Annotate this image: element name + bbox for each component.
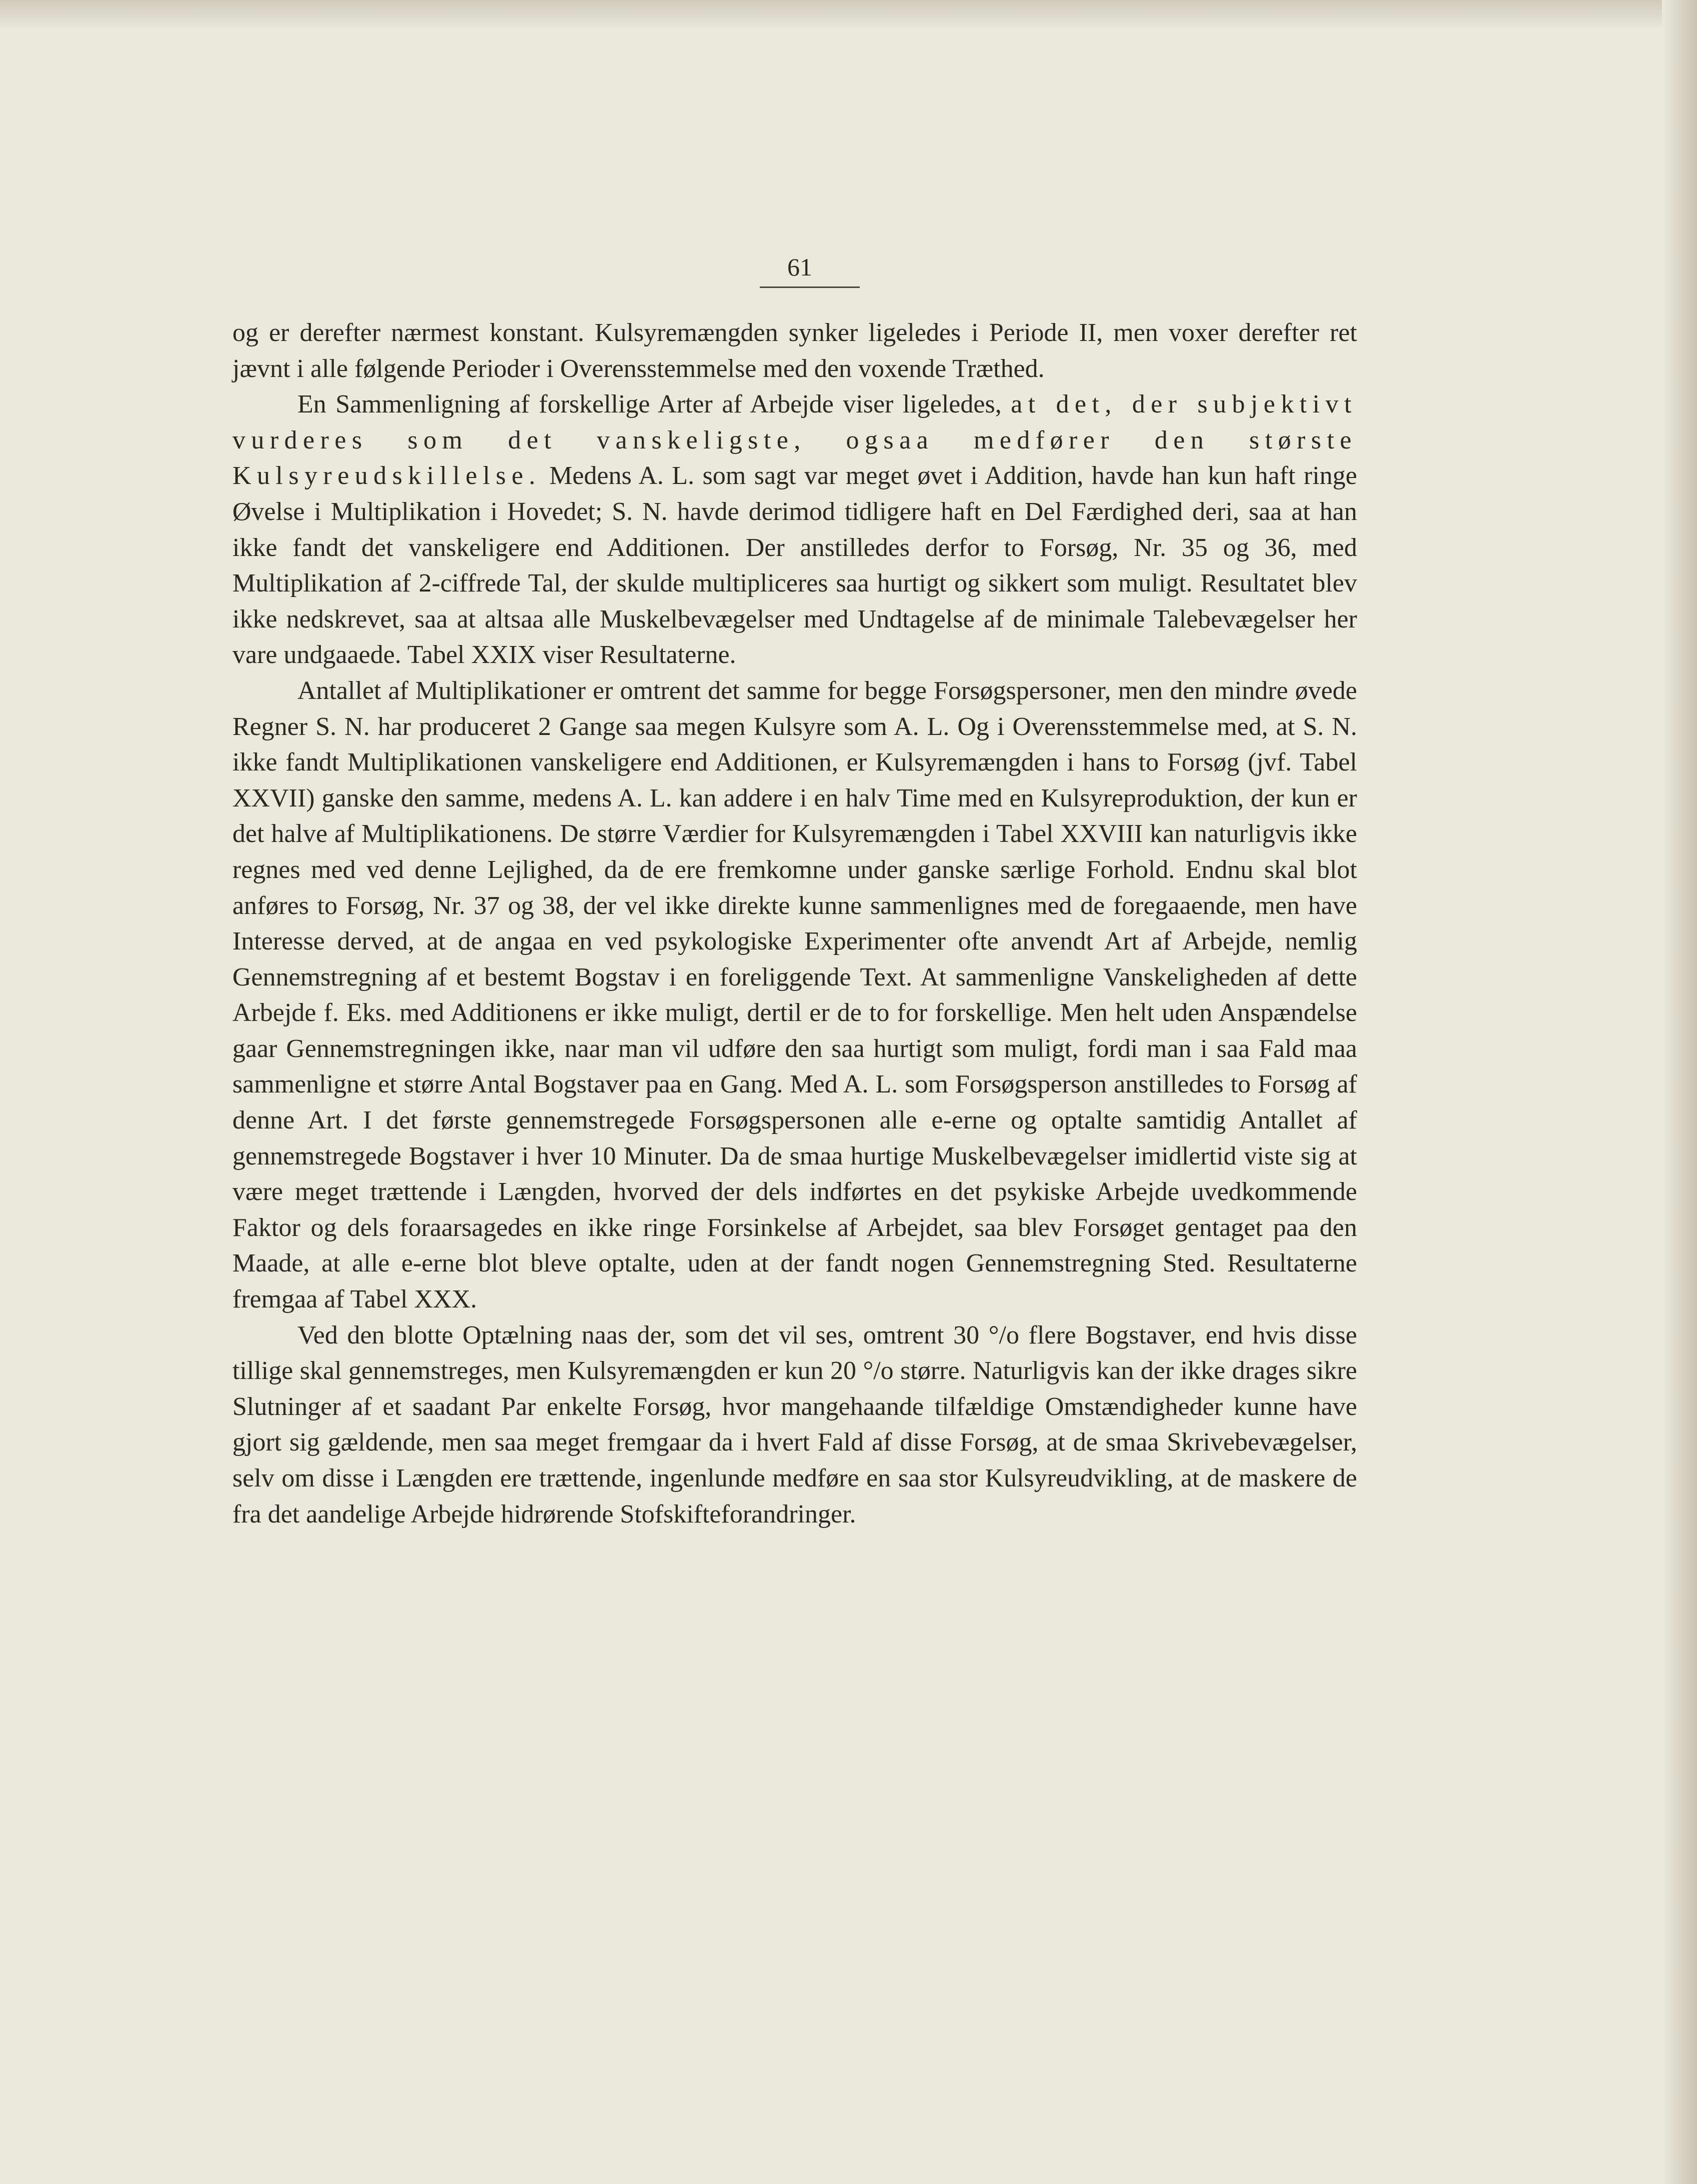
page-top-edge [0,0,1697,30]
paragraph-2-end: Medens A. L. som sagt var meget øvet i Addition, havde han kun haft ringe Øvelse i Multiplikation i Hovedet; S. N. havde derimod tidligere haft en Del Færdighed deri, saa at han ikke fandt det vanskeligere end Additionen. Der anstilledes derfor to Forsøg, Nr. 35 og 36, med Multiplikation af 2-ciffrede Tal, der skulde multipliceres saa hurtigt og sikkert som muligt. Resultatet blev ikke nedskrevet, saa at altsaa alle Muskelbevægelser med Undtagelse af de minimale Talebevægelser her vare undgaaede. Tabel XXIX viser Resultaterne. [232,462,1357,670]
paragraph-2-spaced-emphasis: at det, der subjektivt vurderes som det vanskeligste, ogsaa medfører den største Kulsyreudskillelse. [232,390,1357,490]
paragraph-2 [232,386,1357,673]
paragraph-2-start: En Sammenligning af forskellige Arter af Arbejde viser ligeledes, [297,390,1011,419]
page-number-rule [760,286,860,288]
body-text [232,315,1357,1532]
paragraph-4: Ved den blotte Optælning naas der, som det vil ses, omtrent 30 °/o flere Bogstaver, end hvis disse tillige skal gennemstreges, men Kulsyremængden er kun 20 °/o større. Naturligvis kan der ikke drages sikre Slutninger af et saadant Par enkelte Forsøg, hvor mangehaande tilfældige Omstændigheder kunne have gjort sig gældende, men saa meget fremgaar da i hvert Fald af disse Forsøg, at de smaa Skrivebevægelser, selv om disse i Længden ere trættende, ingenlunde medføre en saa stor Kulsyreudvikling, at de maskere de fra det aandelige Arbejde hidrørende Stofskifteforandringer. [232,1320,1357,1528]
page-right-edge [1662,0,1697,2184]
paragraph-3: Antallet af Multiplikationer er omtrent det samme for begge Forsøgspersoner, men den mindre øvede Regner S. N. har produceret 2 Gange saa megen Kulsyre som A. L. Og i Overensstemmelse med, at S. N. ikke fandt Multiplikationen vanskeligere end Additionen, er Kulsyremængden i hans to Forsøg (jvf. Tabel XXVII) ganske den samme, medens A. L. kan addere i en halv Time med en Kulsyreproduktion, der kun er det halve af Multiplikationens. De større Værdier for Kulsyremængden i Tabel XXVIII kan naturligvis ikke regnes med ved denne Lejlighed, da de ere fremkomne under ganske særlige Forhold. Endnu skal blot anføres to Forsøg, Nr. 37 og 38, der vel ikke direkte kunne sammenlignes med de foregaaende, men have Interesse derved, at de angaa en ved psykologiske Experimenter ofte anvendt Art af Arbejde, nemlig Gennemstregning af et bestemt Bogstav i en foreliggende Text. At sammenligne Vanskeligheden af dette Arbejde f. Eks. med Additionens er ikke muligt, dertil er de to for forskellige. Men helt uden Anspændelse gaar Gennemstregningen ikke, naar man vil udføre den saa hurtigt som muligt, fordi man i saa Fald maa sammenligne et større Antal Bogstaver paa en Gang. Med A. L. som Forsøgsperson anstilledes to Forsøg af denne Art. I det første gennemstregede Forsøgspersonen alle e-erne og optalte samtidig Antallet af gennemstregede Bogstaver i hver 10 Minuter. Da de smaa hurtige Muskelbevægelser imidlertid viste sig at være meget trættende i Længden, hvorved der dels indførtes en det psykiske Arbejde uvedkommende Faktor og dels foraarsagedes en ikke ringe Forsinkelse af Arbejdet, saa blev Forsøget gentaget paa den Maade, at alle e-erne blot bleve optalte, uden at der fandt nogen Gennemstregning Sted. Resultaterne fremgaa af Tabel XXX. [232,676,1357,1314]
page-number: 61 [787,253,812,281]
paragraph-1: og er derefter nærmest konstant. Kulsyremængden synker ligeledes i Periode II, men voxer derefter ret jævnt i alle følgende Perioder i Overensstemmelse med den voxende Træthed. [232,318,1357,383]
